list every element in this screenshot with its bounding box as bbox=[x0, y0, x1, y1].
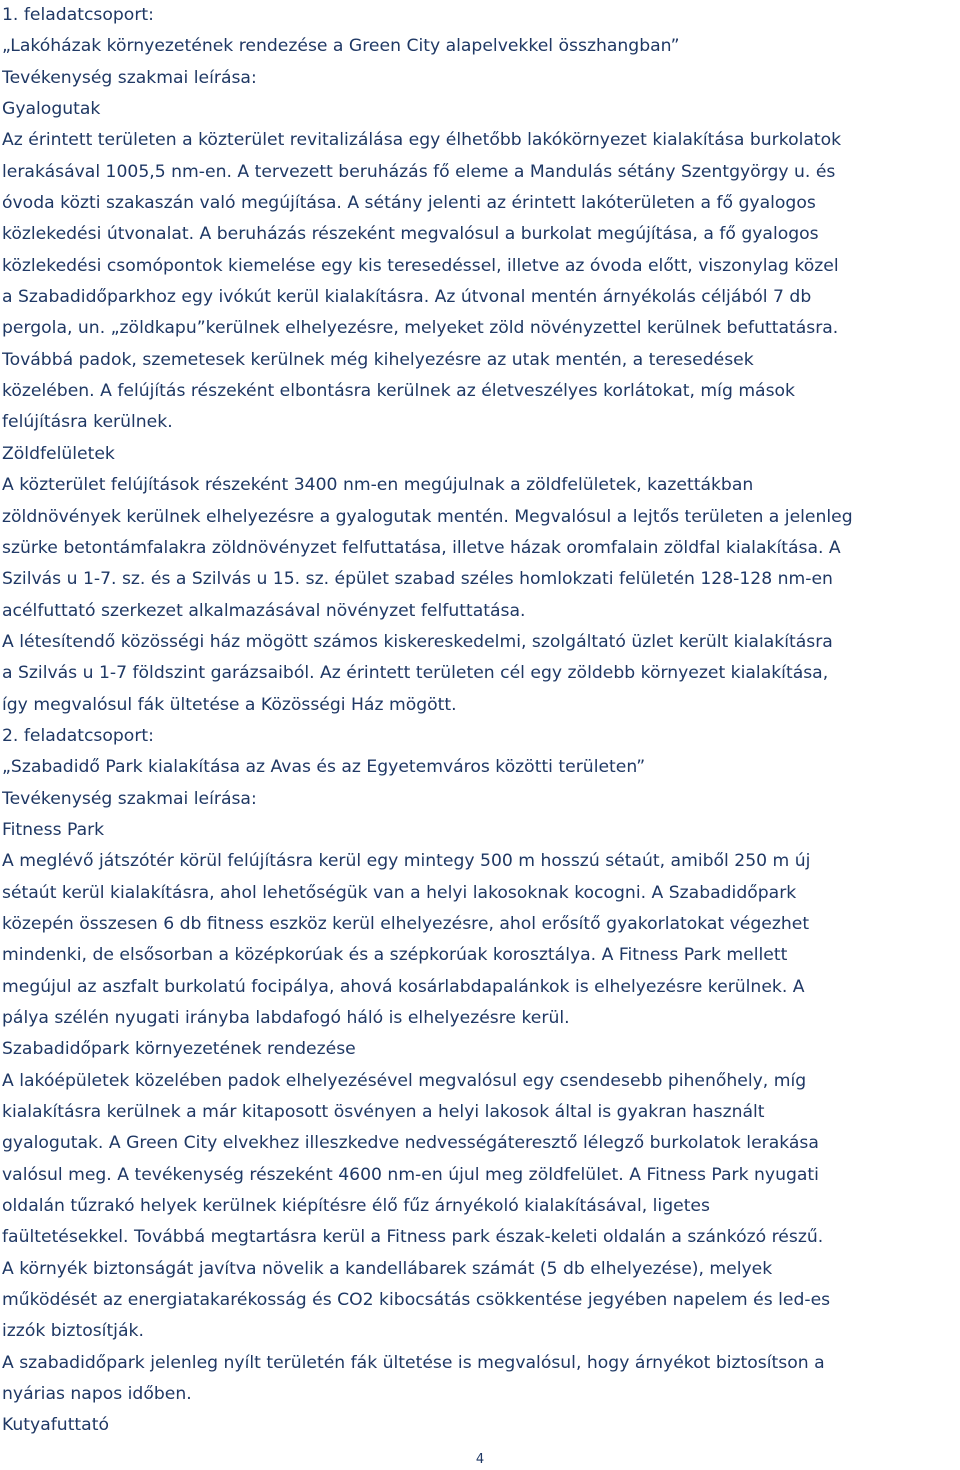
paragraph-line: A lakóépületek közelében padok elhelyezésével megvalósul egy csendesebb pihenőhely, míg bbox=[2, 1070, 807, 1091]
paragraph-line: lerakásával 1005,5 nm-en. A tervezett beruházás fő eleme a Mandulás sétány Szentgyörgy u. és bbox=[2, 161, 836, 182]
paragraph-line: közelében. A felújítás részeként elbontásra kerülnek az életveszélyes korlátokat, míg mások bbox=[2, 381, 796, 402]
paragraph-line: szürke betontámfalakra zöldnövényzet felfuttatása, illetve házak oromfalain zöldfal kialakítása. A bbox=[2, 537, 841, 558]
paragraph-line: megújul az aszfalt burkolatú focipálya, ahová kosárlabdapalánkok is elhelyezésre kerülnek. A bbox=[2, 976, 805, 997]
paragraph-line: közlekedési csomópontok kiemelése egy kis teresedéssel, illetve az óvoda előtt, viszonylag közel bbox=[2, 255, 839, 276]
subheading-gyalogutak: Gyalogutak bbox=[2, 99, 101, 120]
paragraph-line: sétaút kerül kialakításra, ahol lehetőségük van a helyi lakosoknak kocogni. A Szabadidőpark bbox=[2, 882, 797, 903]
paragraph-line: a Szabadidőparkhoz egy ivókút kerül kialakításra. Az útvonal mentén árnyékolás céljából 7 db bbox=[2, 287, 812, 308]
paragraph-line: működését az energiatakarékosság és CO2 kibocsátás csökkentése jegyében napelem és led-es bbox=[2, 1290, 831, 1311]
paragraph-line: óvoda közti szakaszán való megújítása. A sétány jelenti az érintett lakóterületen a fő gyalogos bbox=[2, 193, 816, 214]
document-body bbox=[2, 0, 958, 1442]
paragraph-line: Az érintett területen a közterület revitalizálása egy élhetőbb lakókörnyezet kialakítása burkolatok bbox=[2, 130, 842, 151]
paragraph-line: közlekedési útvonalat. A beruházás részeként megvalósul a burkolat megújítása, a fő gyalogos bbox=[2, 224, 819, 245]
paragraph-line: A közterület felújítások részeként 3400 nm-en megújulnak a zöldfelületek, kazettákban bbox=[2, 475, 754, 496]
subheading-kutyafuttato: Kutyafuttató bbox=[2, 1415, 109, 1436]
paragraph-line: Szilvás u 1-7. sz. és a Szilvás u 15. sz. épület szabad széles homlokzati felületén 128-128 nm-en bbox=[2, 569, 833, 590]
subheading-fitness-park: Fitness Park bbox=[2, 819, 105, 840]
section-2-activity-label: Tevékenység szakmai leírása: bbox=[2, 788, 257, 809]
paragraph-line: zöldnövények kerülnek elhelyezésre a gyalogutak mentén. Megvalósul a lejtős területen a jelenleg bbox=[2, 506, 853, 527]
page-number: 4 bbox=[475, 1452, 485, 1467]
paragraph-line: acélfuttató szerkezet alkalmazásával növényzet felfuttatása. bbox=[2, 600, 526, 621]
paragraph-line: kialakításra kerülnek a már kitaposott ösvényen a helyi lakosok által is gyakran használt bbox=[2, 1102, 765, 1123]
paragraph-line: A meglévő játszótér körül felújításra kerül egy mintegy 500 m hosszú sétaút, amiből 250 m új bbox=[2, 851, 811, 872]
paragraph-line: pergola, un. „zöldkapu”kerülnek elhelyezésre, melyeket zöld növényzettel kerülnek befuttatásra. bbox=[2, 318, 839, 339]
paragraph-line: faültetésekkel. Továbbá megtartásra kerül a Fitness park észak-keleti oldalán a szánkózó részű. bbox=[2, 1227, 824, 1248]
section-2-heading: 2. feladatcsoport: bbox=[2, 725, 154, 746]
paragraph-line: A létesítendő közösségi ház mögött számos kiskereskedelmi, szolgáltató üzlet került kialakításra bbox=[2, 631, 833, 652]
paragraph-line: A szabadidőpark jelenleg nyílt területén fák ültetése is megvalósul, hogy árnyékot biztosítson a bbox=[2, 1352, 825, 1373]
paragraph-line: valósul meg. A tevékenység részeként 4600 nm-en újul meg zöldfelület. A Fitness Park nyugati bbox=[2, 1164, 819, 1185]
subheading-szabadidopark: Szabadidőpark környezetének rendezése bbox=[2, 1039, 356, 1060]
paragraph-line: pálya szélén nyugati irányba labdafogó háló is elhelyezésre kerül. bbox=[2, 1008, 570, 1028]
paragraph-line: oldalán tűzrakó helyek kerülnek kiépítésre élő fűz árnyékoló kialakításával, ligetes bbox=[2, 1196, 710, 1217]
paragraph-line: A környék biztonságát javítva növelik a kandellábarek számát (5 db elhelyezése), melyek bbox=[2, 1258, 773, 1279]
paragraph-line: gyalogutak. A Green City elvekhez illeszkedve nedvességáteresztő lélegző burkolatok lerakása bbox=[2, 1133, 819, 1154]
section-1-activity-label: Tevékenység szakmai leírása: bbox=[2, 67, 257, 88]
paragraph-line: közepén összesen 6 db fitness eszköz kerül elhelyezésre, ahol erősítő gyakorlatokat végezhet bbox=[2, 913, 810, 934]
paragraph-line: felújításra kerülnek. bbox=[2, 412, 173, 433]
subheading-zoldfeluletek: Zöldfelületek bbox=[2, 443, 115, 464]
paragraph-line: Továbbá padok, szemetesek kerülnek még kihelyezésre az utak mentén, a teresedések bbox=[2, 349, 754, 370]
paragraph-line: nyárias napos időben. bbox=[2, 1384, 192, 1405]
section-1-title: „Lakóházak környezetének rendezése a Green City alapelvekkel összhangban” bbox=[2, 36, 680, 57]
paragraph-line: a Szilvás u 1-7 földszint garázsaiból. Az érintett területen cél egy zöldebb környezet kialakítása, bbox=[2, 663, 829, 684]
paragraph-line: izzók biztosítják. bbox=[2, 1321, 144, 1342]
paragraph-line: mindenki, de elsősorban a középkorúak és a szépkorúak korosztálya. A Fitness Park mellett bbox=[2, 945, 788, 966]
section-1-heading: 1. feladatcsoport: bbox=[2, 5, 154, 25]
section-2-title: „Szabadidő Park kialakítása az Avas és az Egyetemváros közötti területen” bbox=[2, 757, 646, 778]
paragraph-line: így megvalósul fák ültetése a Közösségi Ház mögött. bbox=[2, 694, 457, 715]
